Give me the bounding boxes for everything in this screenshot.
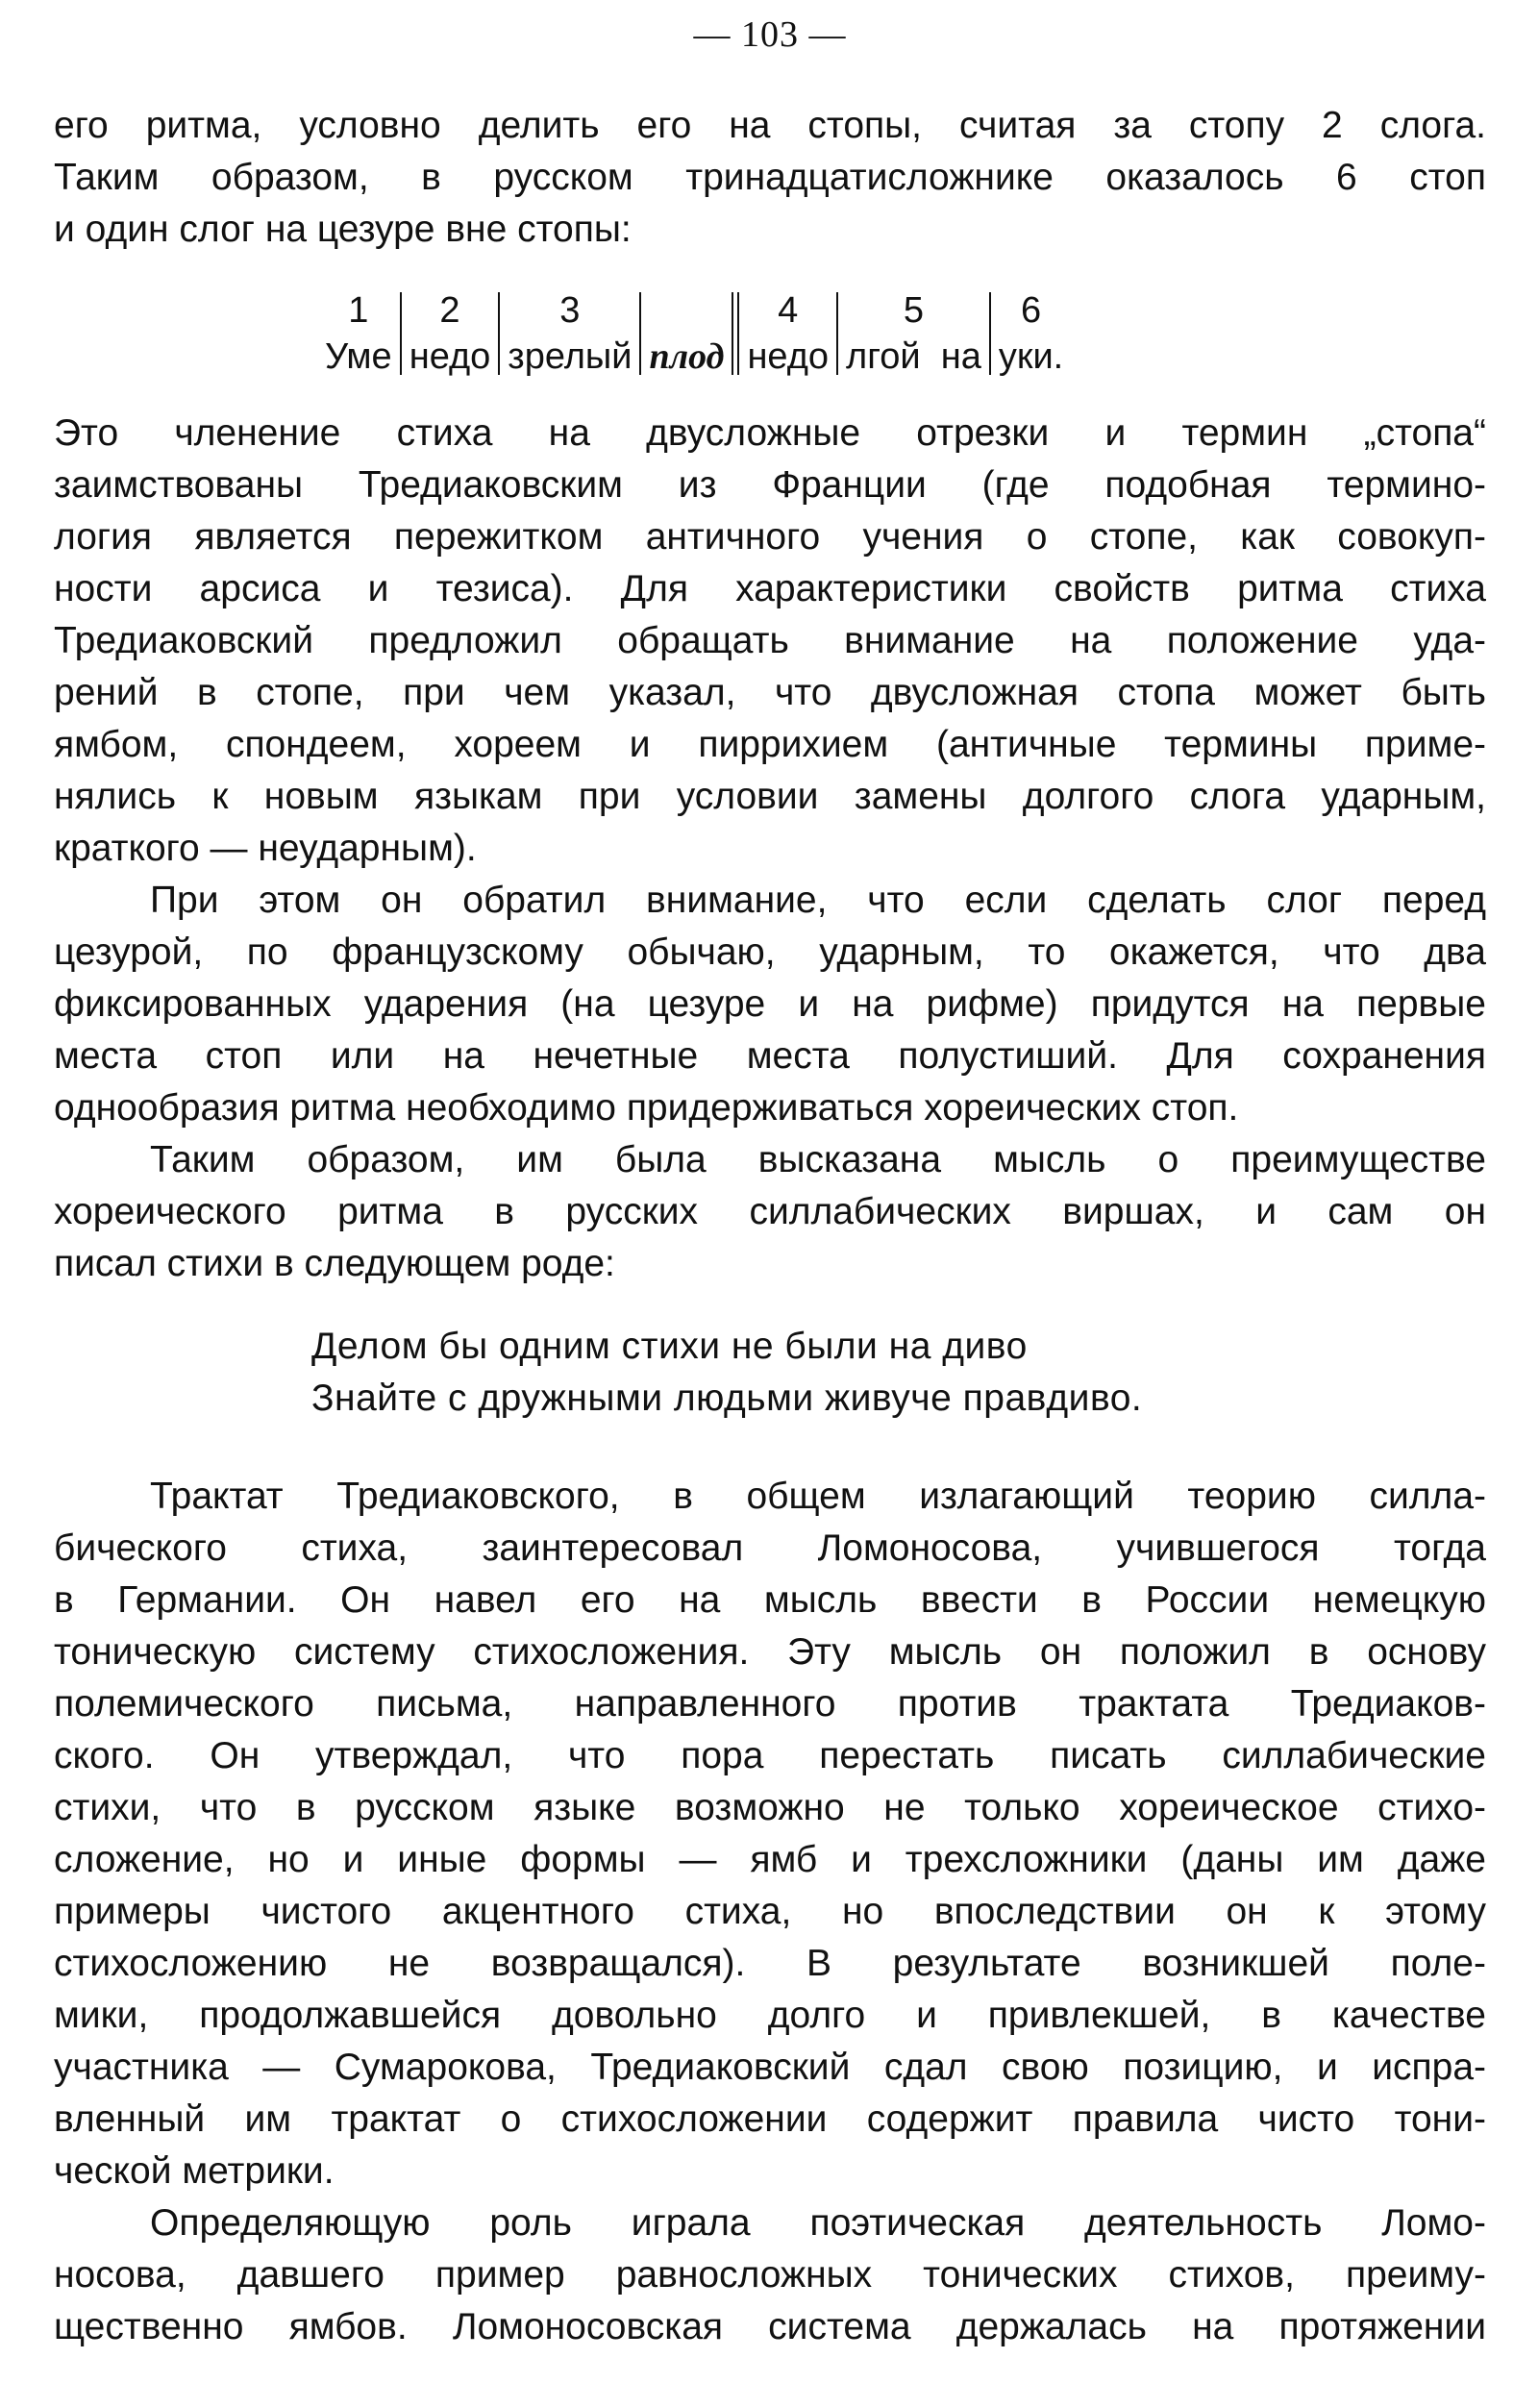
text-line: При этом он обратил внимание, что если сделать слог перед <box>150 880 1486 921</box>
foot-syllables: недо <box>409 336 491 377</box>
text-line: стихи, что в русском языке возможно не только хореическое стихо- <box>54 1787 1486 1828</box>
foot-number: 6 <box>1020 290 1042 331</box>
foot-number: 1 <box>348 290 369 331</box>
foot-4 <box>741 288 834 381</box>
text-line: цезурой, по французскому обычаю, ударным, то окажется, что два <box>54 931 1486 973</box>
paragraph-intro <box>54 100 1486 256</box>
foot-6 <box>993 288 1069 381</box>
foot-5 <box>840 288 987 381</box>
caesura-divider <box>732 292 739 375</box>
text-line: в Германии. Он навел его на мысль ввести в России немецкую <box>54 1579 1486 1621</box>
text-line: логия является пережитком античного учения о стопе, как совокуп- <box>54 516 1486 558</box>
text-line: писал стихи в следующем роде: <box>54 1243 615 1284</box>
text-line: носова, давшего пример равносложных тонических стихов, преиму- <box>54 2254 1486 2296</box>
foot-syllables: плод <box>649 336 725 377</box>
text-line: ности арсиса и тезиса). Для характеристики свойств ритма стиха <box>54 568 1486 609</box>
foot-divider <box>989 292 991 375</box>
paragraph-group-trediakovsky <box>54 408 1486 1290</box>
foot-syllables: зрелый <box>508 336 633 377</box>
foot-divider <box>836 292 838 375</box>
caesura-syllable <box>643 288 730 381</box>
text-line: стихосложению не возвращался). В результате возникшей поле- <box>54 1943 1486 1984</box>
foot-number: 2 <box>439 290 460 331</box>
paragraph-group-lomonosov <box>54 1471 1486 2353</box>
text-line: Определяющую роль играла поэтическая деятельность Ломо- <box>150 2202 1486 2244</box>
text-line: рений в стопе, при чем указал, что двусложная стопа может быть <box>54 672 1486 713</box>
foot-number: 5 <box>903 290 924 331</box>
foot-syllables: Уме <box>325 336 392 377</box>
text-line: Трактат Тредиаковского, в общем излагающий теорию силла- <box>150 1476 1486 1517</box>
text-line: бического стиха, заинтересовал Ломоносова, учившегося тогда <box>54 1527 1486 1569</box>
foot-1 <box>319 288 398 381</box>
text-line: примеры чистого акцентного стиха, но впоследствии он к этому <box>54 1891 1486 1932</box>
foot-number: 4 <box>778 290 799 331</box>
page-number: — 103 — <box>693 14 847 55</box>
text-line: краткого — неударным). <box>54 828 477 869</box>
foot-syllables: уки. <box>998 336 1064 377</box>
text-line: тоническую систему стихосложения. Эту мысль он положил в основу <box>54 1631 1486 1673</box>
text-line: ческой метрики. <box>54 2150 335 2192</box>
text-line: щественно ямбов. Ломоносовская система держалась на протяжении <box>54 2306 1486 2347</box>
text-line: нялись к новым языкам при условии замены долгого слога ударным, <box>54 776 1486 817</box>
text-line: участника — Сумарокова, Тредиаковский сдал свою позицию, и испра- <box>54 2047 1486 2088</box>
verse-quote <box>311 1321 1142 1425</box>
text-line: места стоп или на нечетные места полустиший. Для сохранения <box>54 1035 1486 1077</box>
text-line: вленный им трактат о стихосложении содержит правила чисто тони- <box>54 2098 1486 2140</box>
text-line: и один слог на цезуре вне стопы: <box>54 209 632 250</box>
text-line: его ритма, условно делить его на стопы, считая за стопу 2 слога. <box>54 105 1486 146</box>
text-line: фиксированных ударения (на цезуре и на рифме) придутся на первые <box>54 983 1486 1025</box>
verse-line: Делом бы одним стихи не были на диво <box>311 1326 1028 1367</box>
foot-syllables: лгой на <box>846 336 981 377</box>
text-line: Это членение стиха на двусложные отрезки и термин „стопа“ <box>54 412 1486 454</box>
foot-3 <box>502 288 637 381</box>
text-line: заимствованы Тредиаковским из Франции (где подобная термино- <box>54 464 1486 506</box>
foot-divider <box>639 292 641 375</box>
verse-line: Знайте с дружными людьми живуче правдиво. <box>311 1378 1143 1419</box>
foot-divider <box>498 292 500 375</box>
text-line: ямбом, спондеем, хореем и пиррихием (античные термины приме- <box>54 724 1486 765</box>
foot-number: 3 <box>559 290 581 331</box>
text-line: полемического письма, направленного против трактата Тредиаков- <box>54 1683 1486 1725</box>
text-line: мики, продолжавшейся довольно долго и привлекшей, в качестве <box>54 1995 1486 2036</box>
foot-divider <box>400 292 402 375</box>
text-line: хореического ритма в русских силлабических виршах, и сам он <box>54 1191 1486 1232</box>
text-line: однообразия ритма необходимо придерживаться хореических стоп. <box>54 1087 1239 1129</box>
text-line: Таким образом, в русском тринадцатисложнике оказалось 6 стоп <box>54 157 1486 198</box>
foot-2 <box>404 288 497 381</box>
text-line: сложение, но и иные формы — ямб и трехсложники (даны им даже <box>54 1839 1486 1880</box>
text-line: Таким образом, им была высказана мысль о преимуществе <box>150 1139 1486 1180</box>
text-line: Тредиаковский предложил обращать внимание на положение уда- <box>54 620 1486 661</box>
text-line: ского. Он утверждал, что пора перестать писать силлабические <box>54 1735 1486 1776</box>
scansion-diagram <box>319 288 1069 381</box>
foot-syllables: недо <box>747 336 830 377</box>
